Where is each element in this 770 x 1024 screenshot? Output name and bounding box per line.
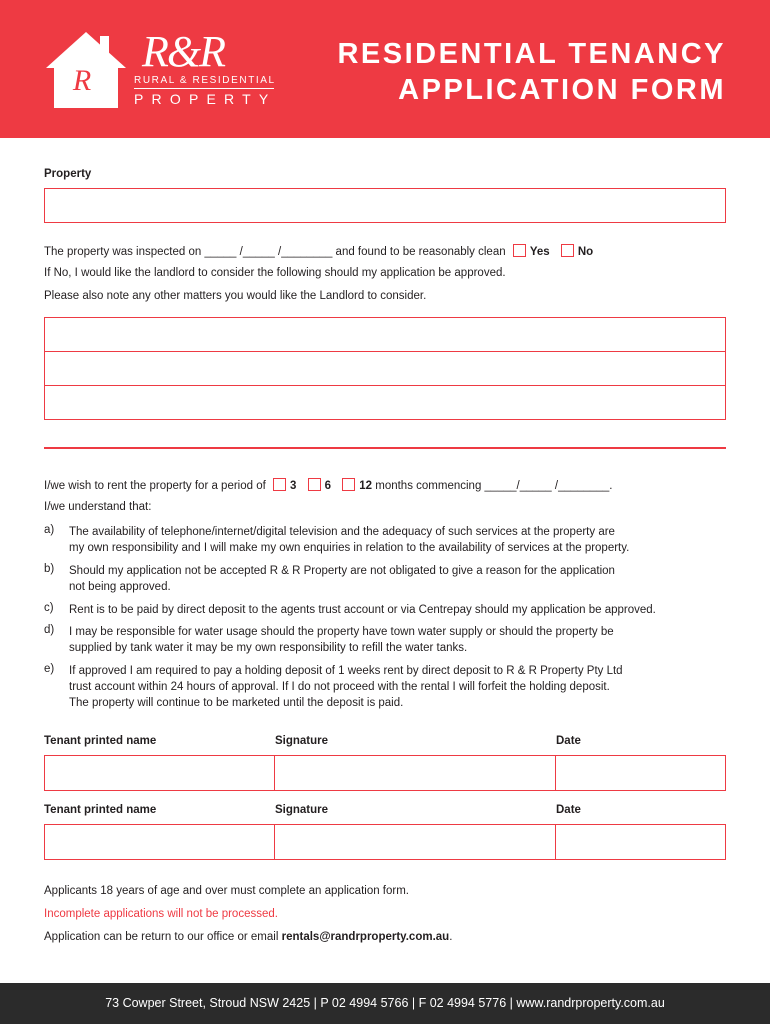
term-item-d	[44, 624, 734, 656]
term-item-e	[44, 663, 734, 711]
tenant-name-input-2[interactable]	[45, 825, 275, 859]
no-checkbox[interactable]	[561, 244, 574, 257]
term-line: trust account within 24 hours of approval. If I do not proceed with the rental I will forfeit the holding deposit.	[69, 681, 610, 693]
period-12-checkbox[interactable]	[342, 478, 355, 491]
tenant-name-label-1: Tenant printed name	[44, 735, 157, 747]
term-marker: a)	[44, 524, 55, 536]
term-text	[69, 624, 734, 656]
rent-period-line	[44, 478, 612, 492]
company-logo	[42, 28, 282, 112]
date-label-1: Date	[556, 735, 581, 747]
term-line: If approved I am required to pay a holding deposit of 1 weeks rent by direct deposit to R & R Property Pty Ltd	[69, 665, 623, 677]
signature-label-2: Signature	[275, 804, 329, 816]
period-3-label: 3	[290, 480, 297, 492]
term-marker: e)	[44, 663, 55, 675]
term-text	[69, 602, 734, 618]
logo-small-r: R	[72, 64, 92, 97]
inspection-text: The property was inspected on _____ /_____ /________ and found to be reasonably clean	[44, 246, 506, 258]
house-logo-icon	[42, 28, 132, 110]
no-label: No	[577, 246, 594, 258]
section-divider	[44, 447, 726, 449]
footer-contact: 73 Cowper Street, Stroud NSW 2425 | P 02 4994 5766 | F 02 4994 5776 | www.randrproperty.com.au	[0, 983, 770, 1024]
logo-property-text: PROPERTY	[134, 91, 277, 107]
email-link[interactable]: rentals@randrproperty.com.au	[281, 931, 450, 943]
date-input-1[interactable]	[556, 756, 725, 790]
tenant-name-input-1[interactable]	[45, 756, 275, 790]
form-title-line1: RESIDENTIAL TENANCY	[337, 38, 726, 70]
term-text	[69, 563, 734, 595]
form-title-line2: APPLICATION FORM	[398, 74, 726, 106]
tenant-name-label-2: Tenant printed name	[44, 804, 157, 816]
commencing-text: months commencing _____/_____ /________.	[375, 480, 613, 492]
term-line: supplied by tank water it may be my own responsibility to refill the water tanks.	[69, 642, 468, 654]
logo-script-text: R&R	[142, 27, 224, 76]
period-6-label: 6	[324, 480, 332, 492]
signature-input-1[interactable]	[275, 756, 556, 790]
yes-label: Yes	[529, 246, 550, 258]
term-marker: d)	[44, 624, 55, 636]
property-input[interactable]	[44, 188, 726, 223]
rent-period-text: I/we wish to rent the property for a period of	[44, 480, 266, 492]
term-text	[69, 524, 734, 556]
term-item-c	[44, 602, 734, 618]
note-text: Please also note any other matters you would like the Landlord to consider.	[44, 290, 427, 302]
term-text	[69, 663, 734, 711]
return-text: Application can be return to our office or email	[44, 931, 279, 943]
inspection-line	[44, 244, 593, 258]
period-6-checkbox[interactable]	[308, 478, 321, 491]
signature-row-2	[44, 824, 726, 860]
period-12-label: 12	[359, 480, 373, 492]
term-line: I may be responsible for water usage should the property have town water supply or should the property be	[69, 626, 614, 638]
date-input-2[interactable]	[556, 825, 725, 859]
yes-checkbox[interactable]	[513, 244, 526, 257]
period-3-checkbox[interactable]	[273, 478, 286, 491]
understand-text: I/we understand that:	[44, 501, 152, 513]
form-title	[337, 36, 726, 108]
term-line: Rent is to be paid by direct deposit to the agents trust account or via Centrepay should my application be approved.	[69, 604, 656, 616]
header-banner	[0, 0, 770, 138]
term-line: Should my application not be accepted R & R Property are not obligated to give a reason for the application	[69, 565, 615, 577]
term-line: The property will continue to be marketed until the deposit is paid.	[69, 697, 404, 709]
if-no-text: If No, I would like the landlord to consider the following should my application be approved.	[44, 267, 506, 279]
signature-row-1	[44, 755, 726, 791]
term-marker: b)	[44, 563, 55, 575]
signature-input-2[interactable]	[275, 825, 556, 859]
term-line: my own responsibility and I will make my own enquiries in relation to the availability of services at the property.	[69, 542, 630, 554]
term-line: The availability of telephone/internet/digital television and the adequacy of such services at the property are	[69, 526, 615, 538]
signature-label-1: Signature	[275, 735, 329, 747]
term-line: not being approved.	[69, 581, 171, 593]
incomplete-warning: Incomplete applications will not be processed.	[44, 908, 278, 920]
age-requirement-text: Applicants 18 years of age and over must complete an application form.	[44, 885, 410, 897]
consideration-input-3[interactable]	[44, 385, 726, 420]
term-item-a	[44, 524, 734, 556]
consideration-input-2[interactable]	[44, 351, 726, 386]
term-marker: c)	[44, 602, 54, 614]
return-period: .	[449, 931, 453, 943]
logo-divider	[134, 88, 274, 89]
return-instructions	[44, 931, 452, 943]
logo-rural-text: RURAL & RESIDENTIAL	[134, 75, 276, 86]
term-item-b	[44, 563, 734, 595]
date-label-2: Date	[556, 804, 581, 816]
property-label: Property	[44, 168, 92, 180]
consideration-input-1[interactable]	[44, 317, 726, 352]
